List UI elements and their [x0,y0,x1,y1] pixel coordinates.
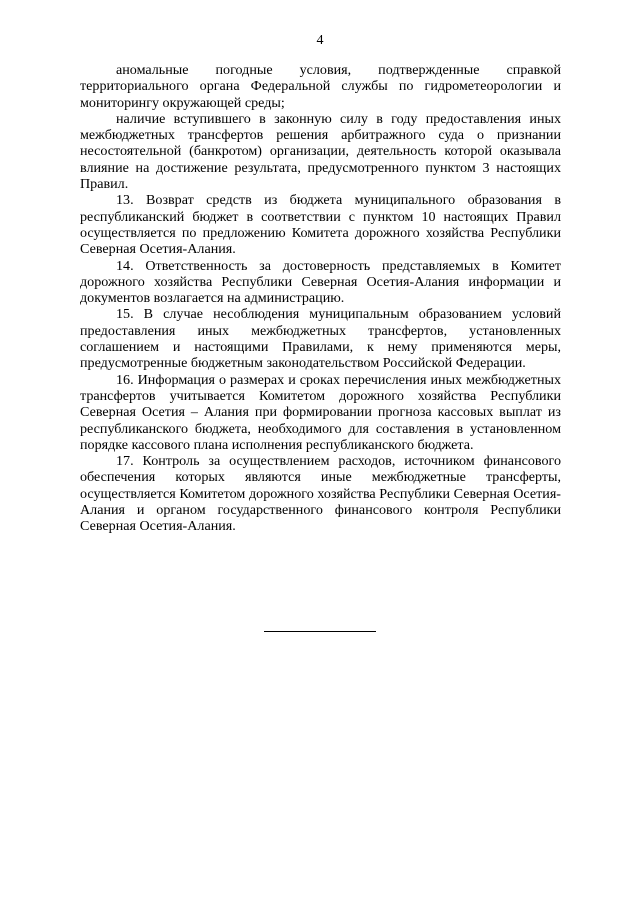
paragraph-item-16: 16. Информация о размерах и сроках перечисления иных межбюджетных трансфертов учитывается Комитетом дорожного хозяйства Республики Северная Осетия – Алания при формировании прогноза кассовых выплат из республиканского бюджета, необходимого для составления в установленном порядке кассового плана исполнения республиканского бюджета. [80,371,561,453]
paragraph-item-14: 14. Ответственность за достоверность представляемых в Комитет дорожного хозяйства Республики Северная Осетия-Алания информации и документов возлагается на администрацию. [80,257,561,307]
paragraph-bankruptcy-ruling: наличие вступившего в законную силу в году предоставления иных межбюджетных трансфертов решения арбитражного суда о признании несостоятельной (банкротом) организации, деятельность которой оказывала влияние на достижение результата, предусмотренного пунктом 3 настоящих Правил. [80,110,561,193]
paragraph-weather-conditions: аномальные погодные условия, подтвержденные справкой территориального органа Федеральной службы по гидрометеорологии и мониторингу окружающей среды; [80,62,561,111]
paragraph-item-15: 15. В случае несоблюдения муниципальным образованием условий предоставления иных межбюджетных трансфертов, установленных соглашением и настоящими Правилами, к нему применяются меры, предусмотренные бюджетным законодательством Российской Федерации. [80,306,561,372]
end-of-document-divider [264,631,376,632]
page-number: 4 [316,33,324,48]
paragraph-item-13: 13. Возврат средств из бюджета муниципального образования в республиканский бюджет в соответствии с пунктом 10 настоящих Правил осуществляется по предложению Комитета дорожного хозяйства Республики Северная Осетия-Алания. [80,192,561,258]
paragraph-item-17: 17. Контроль за осуществлением расходов, источником финансового обеспечения которых являются иные межбюджетные трансферты, осуществляется Комитетом дорожного хозяйства Республики Северная Осетия-Алания и органом государственного финансового контроля Республики Северная Осетия-Алания. [80,453,561,535]
document-body [80,62,561,535]
